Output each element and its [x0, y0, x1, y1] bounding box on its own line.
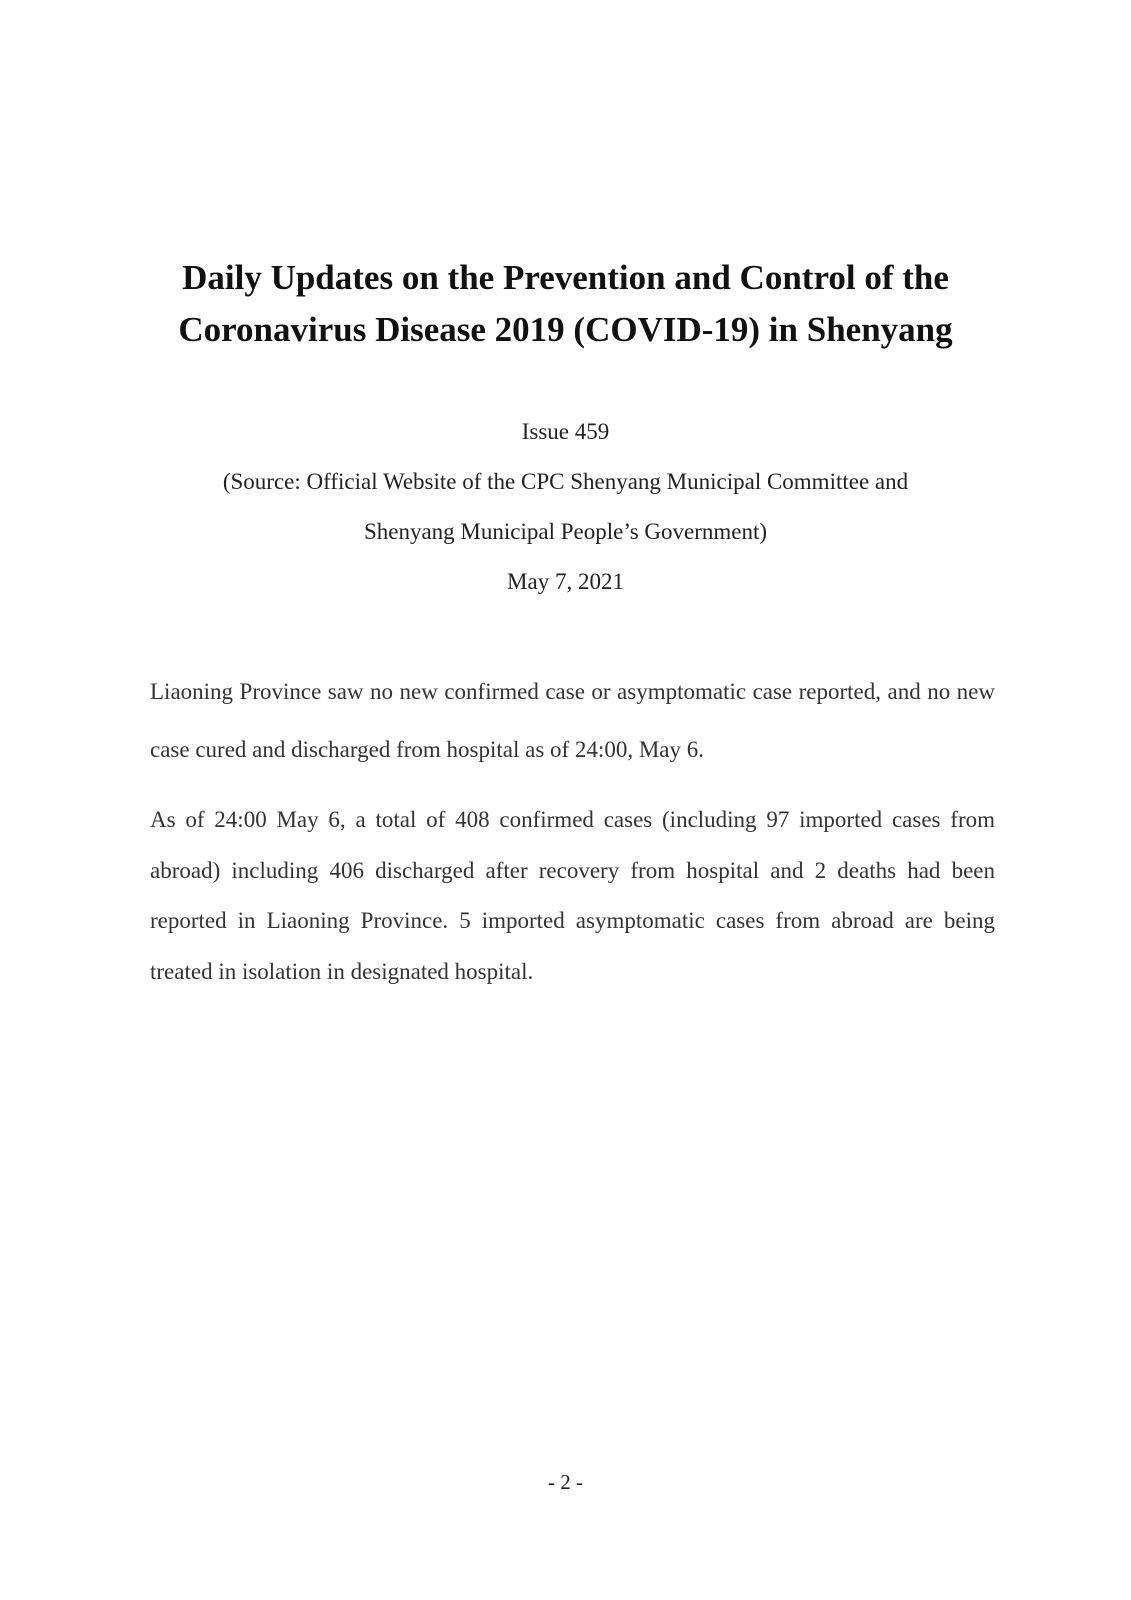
issue-number: Issue 459	[521, 419, 610, 444]
body-paragraph-1: Liaoning Province saw no new confirmed case or asymptomatic case reported, and no new case cured and discharged from hospital as of 24:00, May 6.	[150, 679, 995, 762]
document-title: Daily Updates on the Prevention and Control of the Coronavirus Disease 2019 (COVID-19) in Shenyang	[178, 258, 953, 349]
page-number: - 2 -	[548, 1470, 583, 1494]
source-line-2: Shenyang Municipal People’s Government)	[363, 519, 768, 544]
source-line-1: (Source: Official Website of the CPC Shenyang Municipal Committee and	[222, 469, 909, 494]
publication-date: May 7, 2021	[507, 569, 624, 594]
body-paragraph-2: As of 24:00 May 6, a total of 408 confirmed cases (including 97 imported cases from abroad) including 406 discharged after recovery from hospital and 2 deaths had been reported in Liaoning Province. 5 imported asymptomatic cases from abroad are being treated in isolation in designated hospital.	[150, 807, 995, 984]
